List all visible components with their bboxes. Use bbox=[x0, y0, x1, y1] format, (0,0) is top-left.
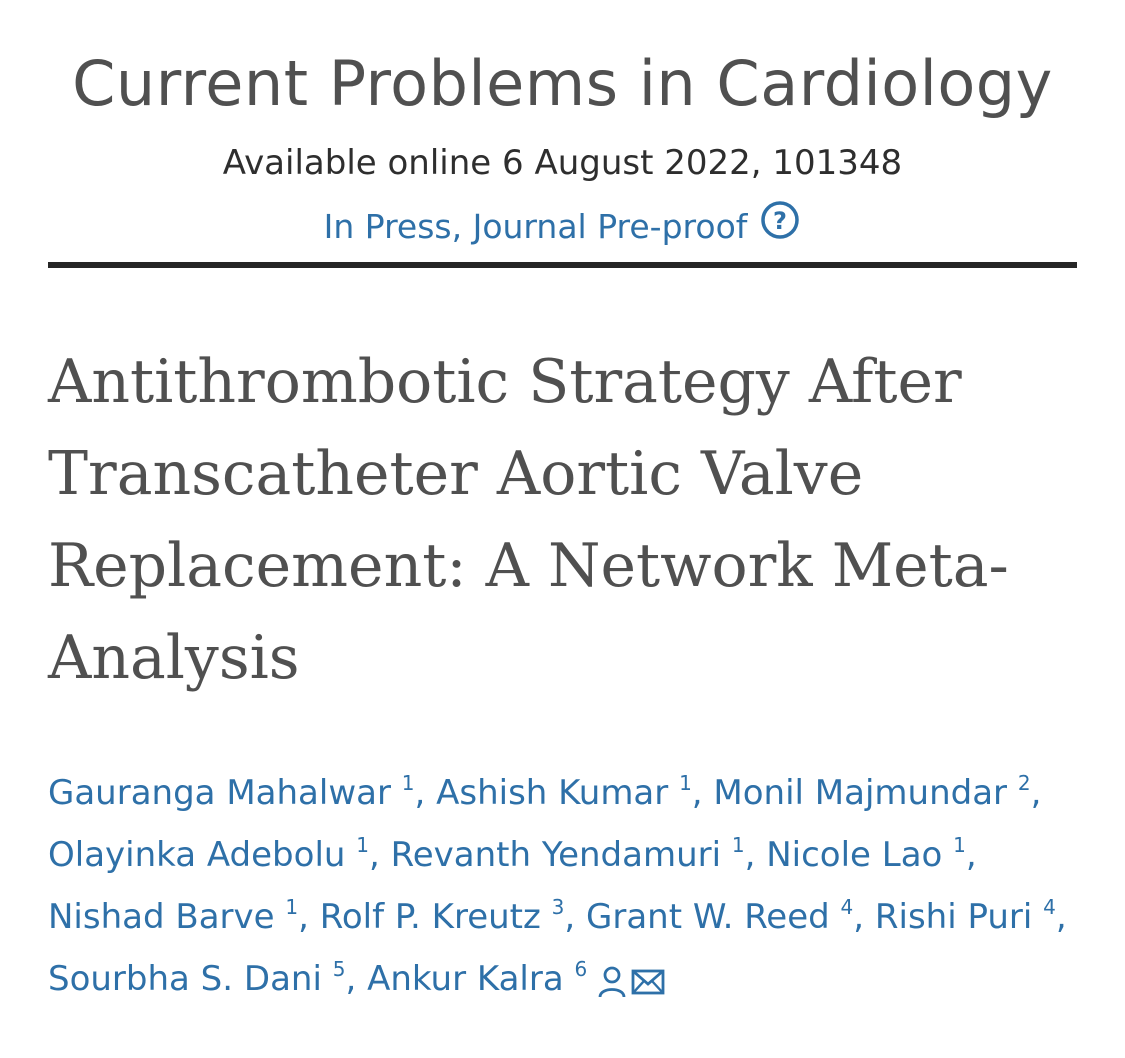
affiliation-marker: 2 bbox=[1017, 771, 1031, 795]
corresponding-author-icons bbox=[597, 950, 669, 1012]
affiliation-marker: 1 bbox=[356, 833, 369, 857]
author-link[interactable] bbox=[48, 773, 415, 813]
author-link[interactable] bbox=[320, 897, 565, 937]
author-link[interactable] bbox=[391, 835, 745, 875]
availability-info: Available online 6 August 2022, 101348 bbox=[222, 143, 903, 183]
journal-title[interactable]: Current Problems in Cardiology bbox=[72, 47, 1053, 120]
author-name: Revanth Yendamuri bbox=[390, 835, 722, 875]
affiliation-marker: 1 bbox=[953, 833, 966, 857]
affiliation-marker: 4 bbox=[840, 895, 854, 919]
author-name: Sourbha S. Dani bbox=[48, 959, 322, 999]
help-circle-icon[interactable] bbox=[759, 199, 801, 253]
svg-text:?: ? bbox=[773, 206, 788, 235]
affiliation-marker: 1 bbox=[679, 771, 692, 795]
affiliation-marker: 1 bbox=[731, 833, 745, 857]
author-link[interactable] bbox=[766, 835, 966, 875]
author-link[interactable] bbox=[48, 897, 298, 937]
press-status bbox=[0, 204, 1125, 253]
author-list: Gauranga Mahalwar $^1$, Ashish Kumar $^1$, Monil Majmundar $^2$, Olayinka Adebolu $^1$, Revanth Yendamuri $^1$, Nicole Lao $^1$, Nishad Barve $^1$, Rolf P. Kreutz $^3$, Grant W. Reed $^4$, Rishi Puri $^4$, Sourbha S. Dani $^5$, Ankur Kalra $^6$ bbox=[48, 762, 1088, 1012]
author-link[interactable] bbox=[586, 897, 853, 937]
author-name: Nicole Lao bbox=[766, 835, 943, 875]
author-name: Ankur Kalra bbox=[367, 959, 564, 999]
author-name: Grant W. Reed bbox=[586, 897, 830, 937]
article-title: Antithrombotic Strategy After Transcatheter Aortic Valve Replacement: A Network Meta-Analysis bbox=[48, 347, 1009, 693]
author-name: Rolf P. Kreutz bbox=[319, 897, 541, 937]
author-link[interactable] bbox=[48, 835, 369, 875]
author-link[interactable] bbox=[436, 773, 692, 813]
author-link[interactable] bbox=[48, 959, 345, 999]
affiliation-marker: 3 bbox=[551, 895, 565, 919]
affiliation-marker: 6 bbox=[574, 957, 588, 981]
author-link[interactable] bbox=[875, 897, 1056, 937]
affiliation-marker: 4 bbox=[1043, 895, 1056, 919]
author-name: Ashish Kumar bbox=[436, 773, 669, 813]
person-icon[interactable] bbox=[597, 965, 627, 999]
author-link[interactable] bbox=[713, 773, 1030, 813]
author-name: Olayinka Adebolu bbox=[48, 835, 346, 875]
affiliation-marker: 1 bbox=[401, 771, 415, 795]
author-name: Gauranga Mahalwar bbox=[48, 773, 391, 813]
envelope-icon[interactable] bbox=[631, 968, 665, 996]
affiliation-marker: 1 bbox=[285, 895, 299, 919]
author-name: Monil Majmundar bbox=[713, 773, 1008, 813]
header-divider bbox=[48, 262, 1077, 268]
author-name: Rishi Puri bbox=[874, 897, 1033, 937]
author-name: Nishad Barve bbox=[48, 897, 275, 937]
author-link[interactable] bbox=[367, 959, 587, 999]
affiliation-marker: 5 bbox=[332, 957, 346, 981]
press-status-link[interactable]: In Press, Journal Pre-proof bbox=[323, 207, 748, 246]
